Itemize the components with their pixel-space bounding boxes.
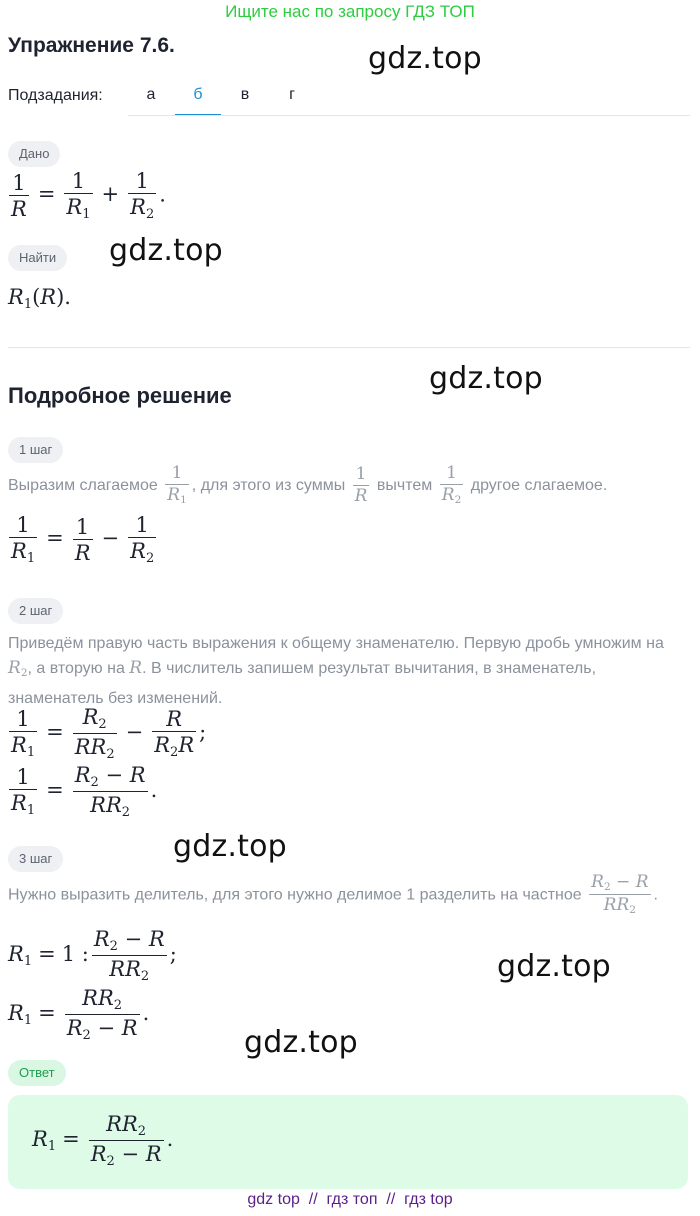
solution-title: Подробное решение bbox=[8, 383, 232, 408]
watermark: gdz.top bbox=[173, 829, 287, 864]
step-2-text: Приведём правую часть выражения к общему знаменателю. Первую дробь умножим на $R_2$, а вторую на R. В числитель запишем результат вычитания, в знаменатель, знаменатель без изменений. bbox=[8, 635, 664, 708]
step-2-chip: 2 шаг bbox=[8, 598, 63, 624]
step-1-text: Выразим слагаемое $\frac{1}{R_1}$ , для этого из суммы $\frac{1}{R}$ вычтем $\frac{1}{R_2}$ другое слагаемое. bbox=[8, 463, 608, 506]
watermark: gdz.top bbox=[109, 233, 223, 268]
subtasks-label: Подзадания: bbox=[8, 87, 103, 104]
answer-chip: Ответ bbox=[8, 1060, 66, 1086]
answer-formula: $R_1$ = $\frac{RR_2}{R_2 - R}$ . bbox=[32, 1112, 174, 1169]
watermark: gdz.top bbox=[244, 1025, 358, 1060]
tab-b[interactable]: б bbox=[175, 76, 221, 116]
step-3-formula-2: $R_1$ = $\frac{RR_2}{R_2 - R}$ . bbox=[8, 986, 150, 1043]
find-chip: Найти bbox=[8, 245, 67, 271]
footer-links[interactable]: gdz top // гдз топ // гдз top bbox=[247, 1191, 453, 1208]
tab-v[interactable]: в bbox=[240, 86, 250, 103]
step-2-formula-2: $\frac{1}{R_1}$ = $\frac{R_2 - R}{RR_2}$ . bbox=[11, 763, 158, 820]
watermark: gdz.top bbox=[497, 949, 611, 984]
given-formula: $\frac{1}{R}$ = $\frac{1}{R_1}$ + $\frac{1}{R_2}$ . bbox=[11, 169, 166, 222]
page-title: Упражнение 7.6. bbox=[8, 34, 175, 57]
watermark: gdz.top bbox=[368, 41, 482, 76]
find-formula: $R_1(R)$. bbox=[8, 285, 71, 312]
step-3-chip: 3 шаг bbox=[8, 846, 63, 872]
step-3-text: Нужно выразить делитель, для этого нужно делимое 1 разделить на частное $\frac{R_2 - R}{RR_2}$ . bbox=[8, 872, 658, 917]
step-1-formula: $\frac{1}{R_1}$ = $\frac{1}{R}$ − $\frac{1}{R_2}$ bbox=[11, 513, 155, 566]
step-3-formula-1: $R_1 = 1$ : $\frac{R_2 - R}{RR_2}$ ; bbox=[8, 927, 177, 984]
step-2-formula-1: $\frac{1}{R_1}$ = $\frac{R_2}{RR_2}$ − $\frac{R}{R_2R}$ ; bbox=[11, 705, 207, 762]
watermark: gdz.top bbox=[429, 361, 543, 396]
section-divider bbox=[8, 347, 690, 348]
given-chip: Дано bbox=[8, 141, 60, 167]
search-banner: Ищите нас по запросу ГДЗ ТОП bbox=[225, 2, 475, 21]
step-1-chip: 1 шаг bbox=[8, 437, 63, 463]
tabs-divider bbox=[128, 115, 690, 116]
subtask-tabs bbox=[128, 76, 316, 116]
tab-g[interactable]: г bbox=[289, 86, 295, 103]
tab-a[interactable]: а bbox=[146, 86, 156, 103]
